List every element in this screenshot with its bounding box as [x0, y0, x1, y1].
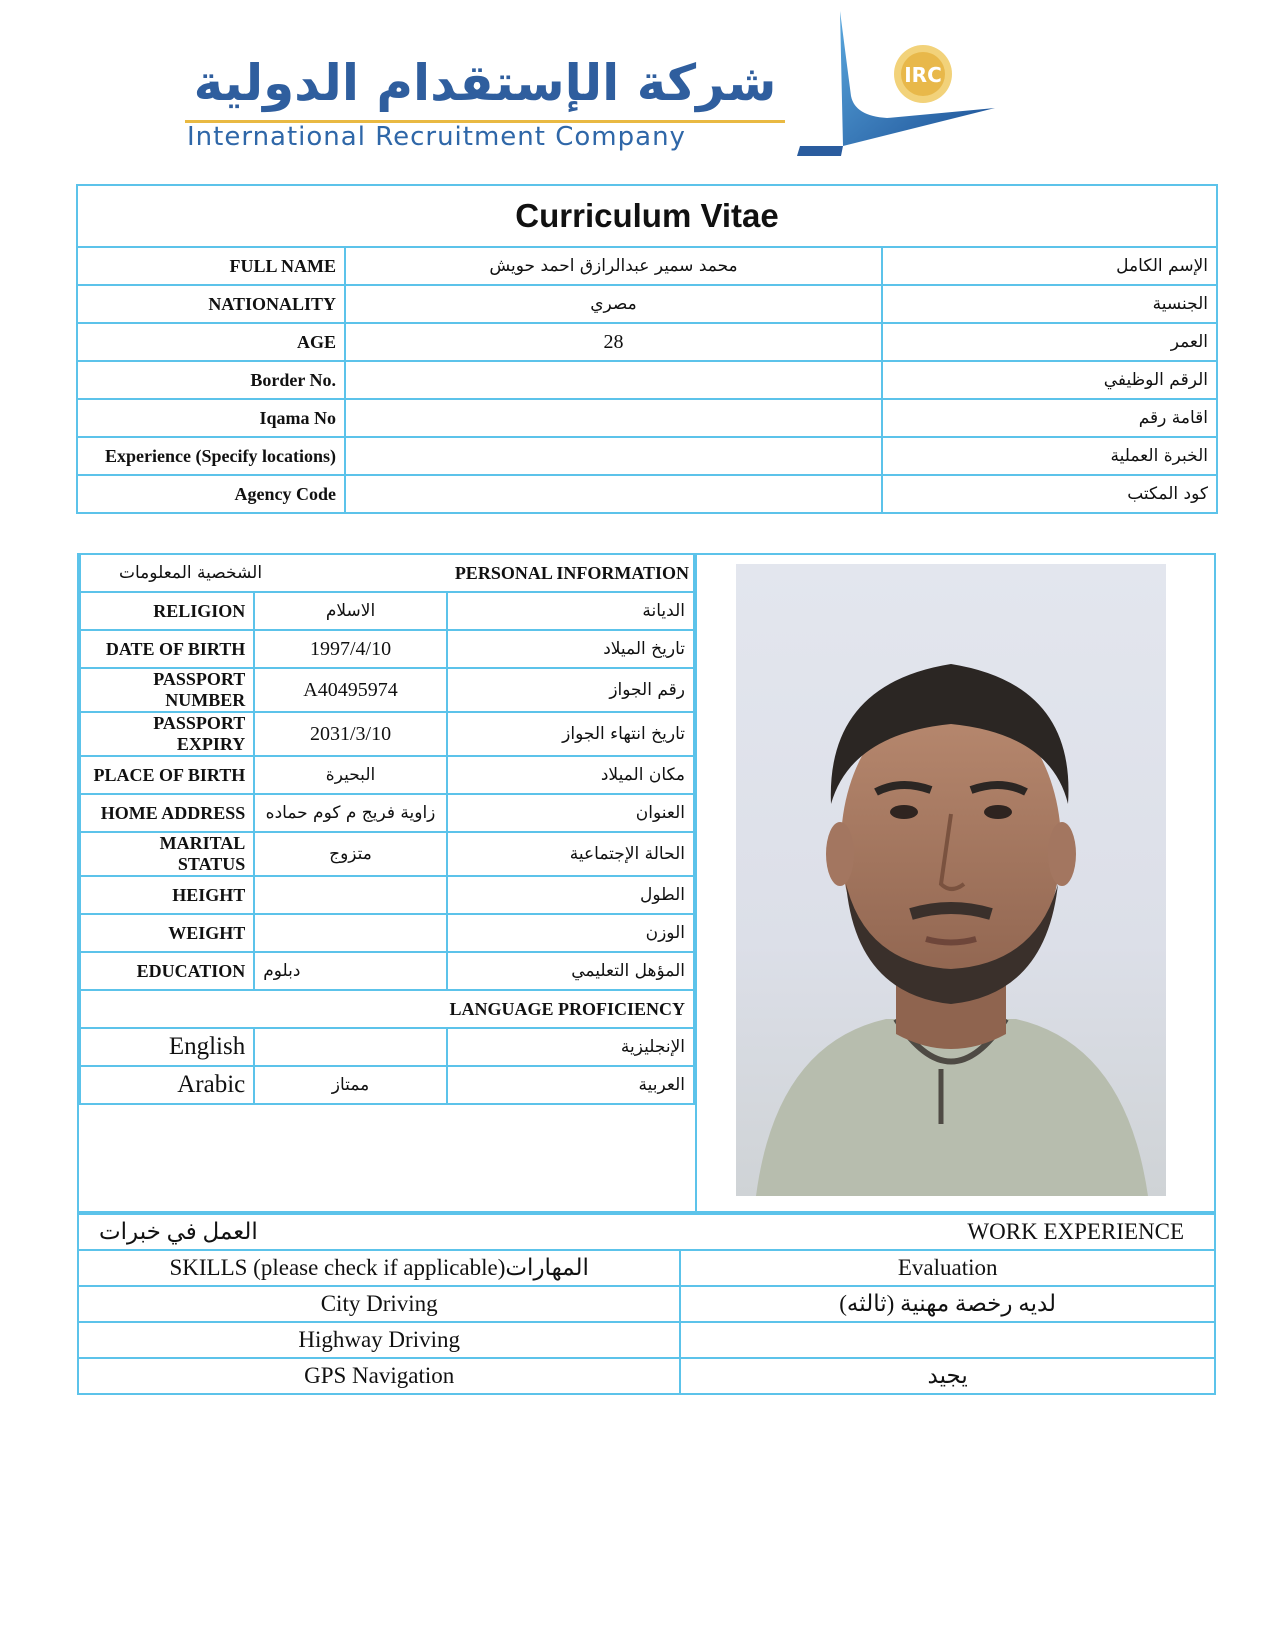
- skills-header: SKILLS (please check if applicable)المهارات: [78, 1250, 680, 1286]
- field-label-ar: الحالة الإجتماعية: [447, 832, 694, 876]
- work-experience-label-ar: العمل في خبرات: [78, 1214, 680, 1250]
- skills-table: [77, 1213, 1216, 1395]
- field-label-en: WEIGHT: [80, 914, 254, 952]
- logo-arabic-text: شركة الإستقدام الدولية: [193, 54, 777, 112]
- field-value: [345, 361, 882, 399]
- skill-name: GPS Navigation: [78, 1358, 680, 1394]
- table-row: [77, 475, 1217, 513]
- field-label-en: Border No.: [77, 361, 345, 399]
- field-label-en: PASSPORT EXPIRY: [80, 712, 254, 756]
- field-label-en: HEIGHT: [80, 876, 254, 914]
- field-label-en: HOME ADDRESS: [80, 794, 254, 832]
- table-row: [80, 952, 694, 990]
- field-value: مصري: [345, 285, 882, 323]
- table-row: [77, 399, 1217, 437]
- table-row: [78, 1322, 1215, 1358]
- field-value: زاوية فريج م كوم حماده: [254, 794, 447, 832]
- work-experience-label-en: WORK EXPERIENCE: [680, 1214, 1215, 1250]
- table-row: [77, 285, 1217, 323]
- table-row: [80, 592, 694, 630]
- field-label-en: PLACE OF BIRTH: [80, 756, 254, 794]
- field-value: [345, 399, 882, 437]
- field-value: A40495974: [254, 668, 447, 712]
- language-name-ar: الإنجليزية: [447, 1028, 694, 1066]
- applicant-photo: [736, 564, 1166, 1196]
- field-label-ar: اقامة رقم: [882, 399, 1217, 437]
- field-label-ar: الجنسية: [882, 285, 1217, 323]
- personal-header-row: [80, 554, 694, 592]
- language-header: LANGUAGE PROFICIENCY: [80, 990, 694, 1028]
- field-value: متزوج: [254, 832, 447, 876]
- language-name-ar: العربية: [447, 1066, 694, 1104]
- evaluation-header: Evaluation: [680, 1250, 1215, 1286]
- sail-logo-icon: [795, 6, 1010, 158]
- field-label-ar: العمر: [882, 323, 1217, 361]
- field-value: محمد سمير عبدالرازق احمد حويش: [345, 247, 882, 285]
- table-row: [80, 794, 694, 832]
- field-label-ar: رقم الجواز: [447, 668, 694, 712]
- field-label-ar: المؤهل التعليمي: [447, 952, 694, 990]
- field-label-ar: مكان الميلاد: [447, 756, 694, 794]
- table-row: [77, 323, 1217, 361]
- personal-header-en: PERSONAL INFORMATION: [447, 554, 694, 592]
- field-label-en: Iqama No: [77, 399, 345, 437]
- table-row: [80, 914, 694, 952]
- table-row: [80, 712, 694, 756]
- table-row: [78, 1358, 1215, 1394]
- field-value: [345, 475, 882, 513]
- field-label-ar: تاريخ انتهاء الجواز: [447, 712, 694, 756]
- table-row: [78, 1286, 1215, 1322]
- field-label-en: PASSPORT NUMBER: [80, 668, 254, 712]
- field-label-en: RELIGION: [80, 592, 254, 630]
- skill-evaluation: لديه رخصة مهنية (ثالثه): [680, 1286, 1215, 1322]
- table-row: [80, 756, 694, 794]
- field-label-ar: كود المكتب: [882, 475, 1217, 513]
- field-value: دبلوم: [254, 952, 447, 990]
- language-name-en: Arabic: [80, 1066, 254, 1104]
- field-value: [345, 437, 882, 475]
- field-label-ar: الطول: [447, 876, 694, 914]
- table-row: [80, 876, 694, 914]
- field-value: البحيرة: [254, 756, 447, 794]
- table-row: [80, 1028, 694, 1066]
- personal-header-ar: الشخصية المعلومات: [80, 554, 447, 592]
- field-label-ar: الرقم الوظيفي: [882, 361, 1217, 399]
- skill-evaluation: يجيد: [680, 1358, 1215, 1394]
- field-value: الاسلام: [254, 592, 447, 630]
- table-row: [80, 668, 694, 712]
- skill-name: Highway Driving: [78, 1322, 680, 1358]
- company-logo: [185, 6, 1015, 156]
- table-row: [77, 361, 1217, 399]
- field-label-ar: الوزن: [447, 914, 694, 952]
- field-label-en: DATE OF BIRTH: [80, 630, 254, 668]
- table-row: [77, 247, 1217, 285]
- work-experience-row: [78, 1214, 1215, 1250]
- table-row: [80, 630, 694, 668]
- personal-info-table: [79, 553, 695, 1105]
- cv-summary-table: [76, 184, 1218, 514]
- field-value: [254, 914, 447, 952]
- language-header-row: [80, 990, 694, 1028]
- language-level: [254, 1028, 447, 1066]
- field-value: 28: [345, 323, 882, 361]
- skill-evaluation: [680, 1322, 1215, 1358]
- person-portrait-icon: [736, 564, 1166, 1196]
- section-divider: [695, 553, 697, 1213]
- field-label-ar: الديانة: [447, 592, 694, 630]
- field-label-ar: العنوان: [447, 794, 694, 832]
- field-value: 1997/4/10: [254, 630, 447, 668]
- table-row: [80, 1066, 694, 1104]
- skills-header-row: [78, 1250, 1215, 1286]
- field-label-ar: الخبرة العملية: [882, 437, 1217, 475]
- field-label-en: AGE: [77, 323, 345, 361]
- field-label-ar: تاريخ الميلاد: [447, 630, 694, 668]
- field-label-en: MARITAL STATUS: [80, 832, 254, 876]
- field-label-en: EDUCATION: [80, 952, 254, 990]
- field-value: 2031/3/10: [254, 712, 447, 756]
- logo-english-text: International Recruitment Company: [187, 122, 686, 152]
- table-row: [77, 437, 1217, 475]
- cv-title: Curriculum Vitae: [77, 185, 1217, 247]
- field-label-en: NATIONALITY: [77, 285, 345, 323]
- field-label-en: Agency Code: [77, 475, 345, 513]
- field-label-en: FULL NAME: [77, 247, 345, 285]
- field-label-ar: الإسم الكامل: [882, 247, 1217, 285]
- language-level: ممتاز: [254, 1066, 447, 1104]
- field-label-en: Experience (Specify locations): [77, 437, 345, 475]
- field-value: [254, 876, 447, 914]
- table-row: [80, 832, 694, 876]
- skill-name: City Driving: [78, 1286, 680, 1322]
- language-name-en: English: [80, 1028, 254, 1066]
- logo-badge-text: IRC: [904, 63, 942, 87]
